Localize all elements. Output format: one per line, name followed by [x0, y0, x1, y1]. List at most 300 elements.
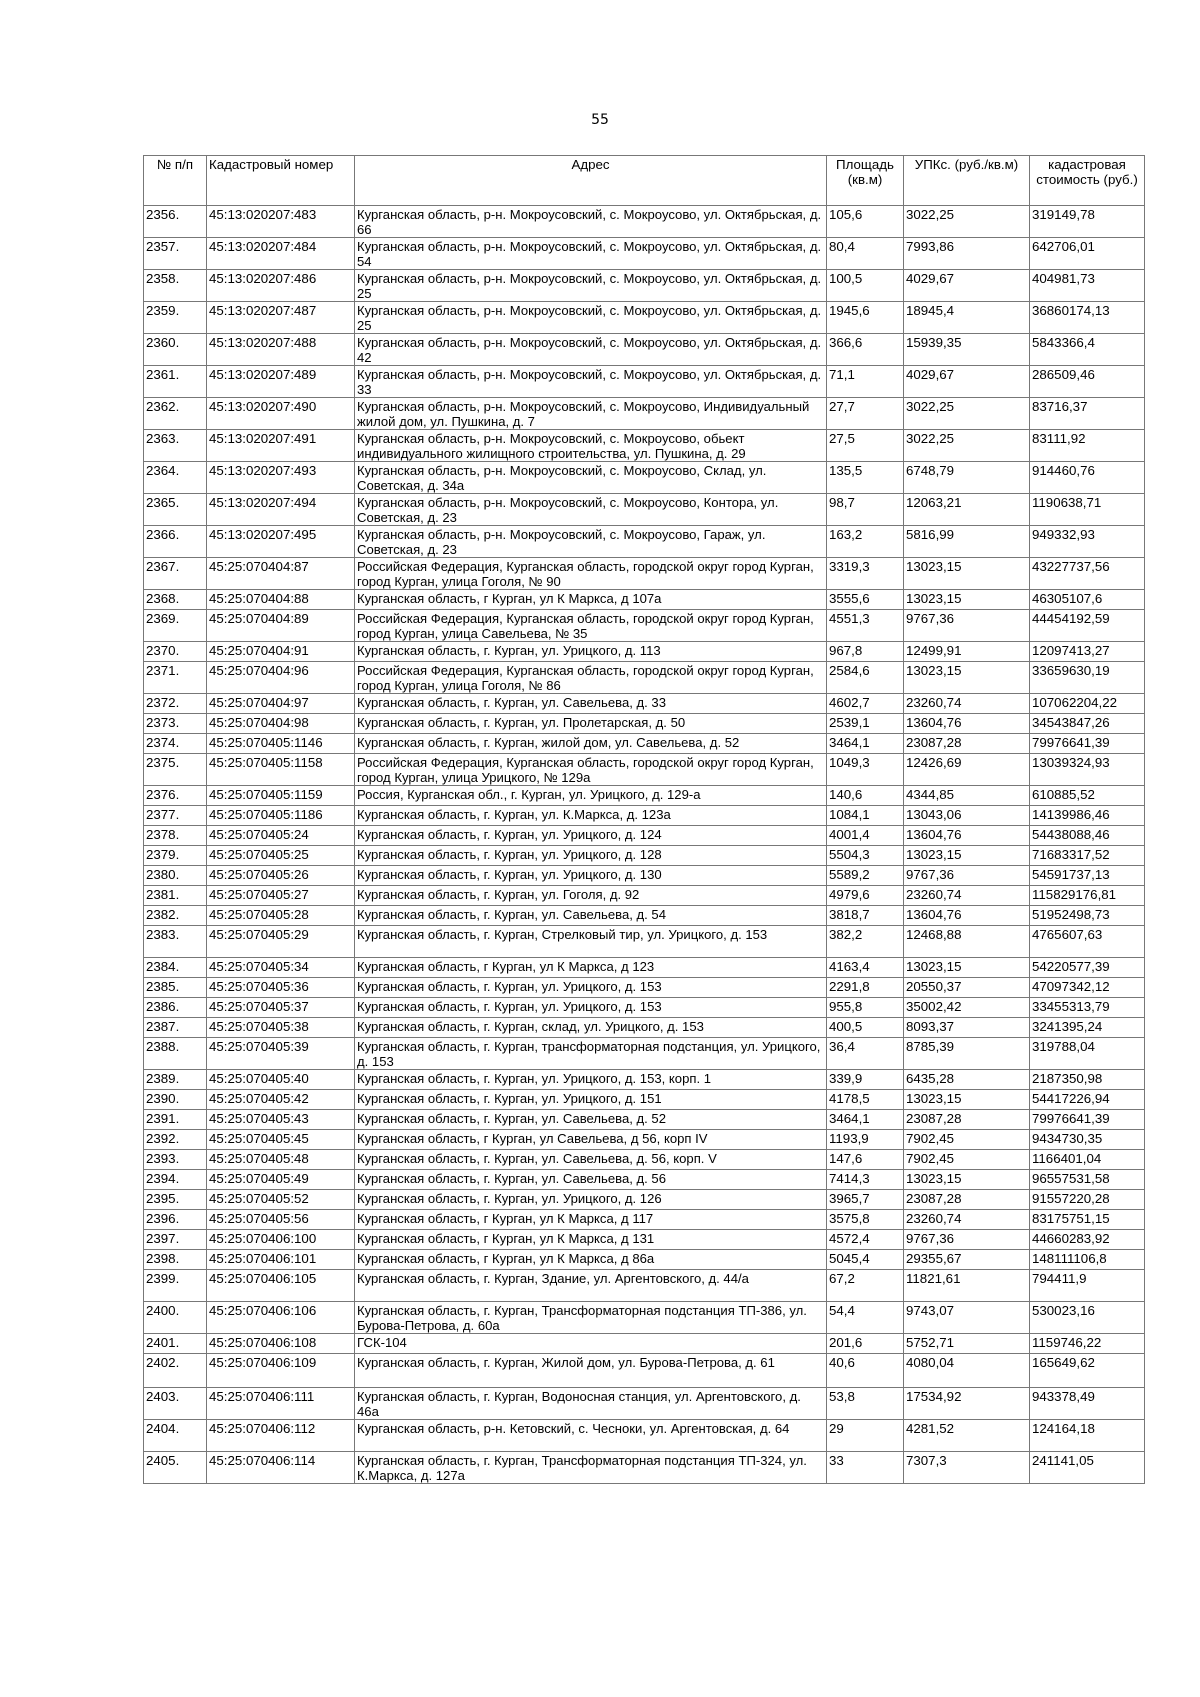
header-num: № п/п: [144, 156, 207, 206]
table-row: [144, 1210, 1145, 1230]
cell-address: Курганская область, г. Курган, ул. Савельева, д. 52: [355, 1110, 827, 1130]
cell-area: 33: [827, 1452, 904, 1484]
cell-upks: 4029,67: [904, 270, 1030, 302]
table-row: [144, 430, 1145, 462]
cell-kadastr: 45:13:020207:488: [207, 334, 355, 366]
cell-address: Курганская область, г. Курган, ул. Савельева, д. 33: [355, 694, 827, 714]
cell-num: 2399.: [144, 1270, 207, 1302]
cell-upks: 23260,74: [904, 886, 1030, 906]
cell-num: 2384.: [144, 958, 207, 978]
table-header-row: [144, 156, 1145, 206]
cell-area: 36,4: [827, 1038, 904, 1070]
cell-num: 2404.: [144, 1420, 207, 1452]
header-upks: УПКс. (руб./кв.м): [904, 156, 1030, 206]
cell-num: 2364.: [144, 462, 207, 494]
cell-area: 382,2: [827, 926, 904, 958]
cell-area: 100,5: [827, 270, 904, 302]
cell-upks: 12499,91: [904, 642, 1030, 662]
cell-cost: 13039324,93: [1030, 754, 1145, 786]
cell-address: ГСК-104: [355, 1334, 827, 1354]
header-cost: кадастровая стоимость (руб.): [1030, 156, 1145, 206]
cell-num: 2382.: [144, 906, 207, 926]
cell-kadastr: 45:13:020207:486: [207, 270, 355, 302]
cell-num: 2398.: [144, 1250, 207, 1270]
cell-kadastr: 45:25:070406:100: [207, 1230, 355, 1250]
cell-kadastr: 45:25:070405:39: [207, 1038, 355, 1070]
cell-area: 147,6: [827, 1150, 904, 1170]
cell-address: Курганская область, г. Курган, ул. Урицкого, д. 113: [355, 642, 827, 662]
cell-address: Курганская область, г. Курган, ул. Урицкого, д. 126: [355, 1190, 827, 1210]
cell-address: Курганская область, г. Курган, ул. Урицкого, д. 130: [355, 866, 827, 886]
cell-address: Курганская область, р-н. Мокроусовский, с. Мокроусово, Склад, ул. Советская, д. 34а: [355, 462, 827, 494]
cell-address: Курганская область, г. Курган, склад, ул. Урицкого, д. 153: [355, 1018, 827, 1038]
cell-upks: 18945,4: [904, 302, 1030, 334]
cell-address: Курганская область, р-н. Мокроусовский, с. Мокроусово, Индивидуальный жилой дом, ул. Пушкина, д. 7: [355, 398, 827, 430]
cell-num: 2392.: [144, 1130, 207, 1150]
table-row: [144, 886, 1145, 906]
table-row: [144, 826, 1145, 846]
cell-cost: 96557531,58: [1030, 1170, 1145, 1190]
cell-cost: 2187350,98: [1030, 1070, 1145, 1090]
cell-num: 2389.: [144, 1070, 207, 1090]
cell-kadastr: 45:25:070404:97: [207, 694, 355, 714]
cell-area: 4602,7: [827, 694, 904, 714]
cell-area: 4001,4: [827, 826, 904, 846]
cell-address: Курганская область, г Курган, ул Савельева, д 56, корп IV: [355, 1130, 827, 1150]
table-row: [144, 642, 1145, 662]
table-row: [144, 1334, 1145, 1354]
cell-upks: 23260,74: [904, 694, 1030, 714]
cell-cost: 165649,62: [1030, 1354, 1145, 1388]
cell-num: 2380.: [144, 866, 207, 886]
table-row: [144, 866, 1145, 886]
cell-area: 4178,5: [827, 1090, 904, 1110]
cell-area: 2539,1: [827, 714, 904, 734]
cell-address: Курганская область, р-н. Мокроусовский, с. Мокроусово, ул. Октябрьская, д. 25: [355, 270, 827, 302]
cell-address: Курганская область, г. Курган, трансформаторная подстанция, ул. Урицкого, д. 153: [355, 1038, 827, 1070]
cell-kadastr: 45:25:070405:36: [207, 978, 355, 998]
header-area: Площадь (кв.м): [827, 156, 904, 206]
cell-area: 53,8: [827, 1388, 904, 1420]
cell-upks: 13023,15: [904, 958, 1030, 978]
table-row: [144, 978, 1145, 998]
cell-kadastr: 45:25:070406:108: [207, 1334, 355, 1354]
cell-kadastr: 45:25:070405:26: [207, 866, 355, 886]
cell-upks: 15939,35: [904, 334, 1030, 366]
cell-num: 2379.: [144, 846, 207, 866]
cell-kadastr: 45:13:020207:495: [207, 526, 355, 558]
cell-cost: 47097342,12: [1030, 978, 1145, 998]
cell-upks: 7902,45: [904, 1130, 1030, 1150]
cell-kadastr: 45:13:020207:490: [207, 398, 355, 430]
cell-upks: 13604,76: [904, 826, 1030, 846]
cell-address: Курганская область, г. Курган, ул. Савельева, д. 56: [355, 1170, 827, 1190]
cell-upks: 5816,99: [904, 526, 1030, 558]
cell-cost: 530023,16: [1030, 1302, 1145, 1334]
cell-upks: 13043,06: [904, 806, 1030, 826]
cell-cost: 51952498,73: [1030, 906, 1145, 926]
cell-cost: 79976641,39: [1030, 734, 1145, 754]
cell-kadastr: 45:25:070405:45: [207, 1130, 355, 1150]
cell-address: Курганская область, г. Курган, Трансформаторная подстанция ТП-386, ул. Бурова-Петрова, д. 60а: [355, 1302, 827, 1334]
cell-area: 4572,4: [827, 1230, 904, 1250]
cell-upks: 13023,15: [904, 590, 1030, 610]
cell-num: 2375.: [144, 754, 207, 786]
cell-num: 2373.: [144, 714, 207, 734]
cell-address: Курганская область, г. Курган, ул. Урицкого, д. 153, корп. 1: [355, 1070, 827, 1090]
cell-area: 40,6: [827, 1354, 904, 1388]
cell-kadastr: 45:25:070405:24: [207, 826, 355, 846]
cell-upks: 23260,74: [904, 1210, 1030, 1230]
cell-address: Курганская область, г. Курган, ул. Урицкого, д. 151: [355, 1090, 827, 1110]
cell-upks: 4029,67: [904, 366, 1030, 398]
cell-area: 3464,1: [827, 734, 904, 754]
cell-cost: 404981,73: [1030, 270, 1145, 302]
cell-cost: 83716,37: [1030, 398, 1145, 430]
cell-kadastr: 45:25:070405:25: [207, 846, 355, 866]
cell-num: 2386.: [144, 998, 207, 1018]
cell-area: 201,6: [827, 1334, 904, 1354]
cell-num: 2385.: [144, 978, 207, 998]
cell-upks: 6435,28: [904, 1070, 1030, 1090]
table-row: [144, 610, 1145, 642]
cell-address: Курганская область, г Курган, ул К Маркса, д 131: [355, 1230, 827, 1250]
cell-cost: 794411,9: [1030, 1270, 1145, 1302]
cell-cost: 1190638,71: [1030, 494, 1145, 526]
cell-area: 1193,9: [827, 1130, 904, 1150]
cell-cost: 319149,78: [1030, 206, 1145, 238]
table-row: [144, 462, 1145, 494]
cell-cost: 54220577,39: [1030, 958, 1145, 978]
cell-num: 2378.: [144, 826, 207, 846]
table-row: [144, 906, 1145, 926]
cell-upks: 13023,15: [904, 662, 1030, 694]
cell-area: 163,2: [827, 526, 904, 558]
cell-upks: 13023,15: [904, 846, 1030, 866]
cell-kadastr: 45:25:070405:37: [207, 998, 355, 1018]
cell-address: Курганская область, г Курган, ул К Маркса, д 86а: [355, 1250, 827, 1270]
cell-upks: 3022,25: [904, 206, 1030, 238]
cell-area: 2584,6: [827, 662, 904, 694]
cell-cost: 54438088,46: [1030, 826, 1145, 846]
table-row: [144, 786, 1145, 806]
table-row: [144, 270, 1145, 302]
cell-num: 2369.: [144, 610, 207, 642]
table-row: [144, 1110, 1145, 1130]
table-row: [144, 1388, 1145, 1420]
cell-area: 967,8: [827, 642, 904, 662]
table-row: [144, 1150, 1145, 1170]
table-row: [144, 1018, 1145, 1038]
cell-cost: 115829176,81: [1030, 886, 1145, 906]
cell-address: Курганская область, г. Курган, ул. Пролетарская, д. 50: [355, 714, 827, 734]
cell-cost: 610885,52: [1030, 786, 1145, 806]
cell-kadastr: 45:13:020207:483: [207, 206, 355, 238]
table-body: [144, 206, 1145, 1484]
cell-area: 80,4: [827, 238, 904, 270]
cell-cost: 943378,49: [1030, 1388, 1145, 1420]
cell-area: 3818,7: [827, 906, 904, 926]
cell-num: 2362.: [144, 398, 207, 430]
cell-upks: 8093,37: [904, 1018, 1030, 1038]
cell-kadastr: 45:25:070405:27: [207, 886, 355, 906]
cell-cost: 241141,05: [1030, 1452, 1145, 1484]
table-row: [144, 1420, 1145, 1452]
cell-address: Курганская область, г Курган, ул К Маркса, д 123: [355, 958, 827, 978]
cell-upks: 7307,3: [904, 1452, 1030, 1484]
cell-num: 2361.: [144, 366, 207, 398]
cell-upks: 5752,71: [904, 1334, 1030, 1354]
cell-upks: 6748,79: [904, 462, 1030, 494]
cell-kadastr: 45:25:070405:28: [207, 906, 355, 926]
cell-area: 71,1: [827, 366, 904, 398]
cell-cost: 14139986,46: [1030, 806, 1145, 826]
cell-num: 2390.: [144, 1090, 207, 1110]
table-row: [144, 958, 1145, 978]
cell-upks: 20550,37: [904, 978, 1030, 998]
cell-num: 2400.: [144, 1302, 207, 1334]
cell-num: 2401.: [144, 1334, 207, 1354]
cell-kadastr: 45:25:070406:106: [207, 1302, 355, 1334]
cell-num: 2372.: [144, 694, 207, 714]
cell-upks: 9767,36: [904, 610, 1030, 642]
table-row: [144, 366, 1145, 398]
cell-address: Курганская область, г Курган, ул К Маркса, д 117: [355, 1210, 827, 1230]
cell-kadastr: 45:25:070405:29: [207, 926, 355, 958]
cell-address: Курганская область, г. Курган, Водоносная станция, ул. Аргентовского, д. 46а: [355, 1388, 827, 1420]
cell-area: 29: [827, 1420, 904, 1452]
cell-upks: 13604,76: [904, 714, 1030, 734]
cell-kadastr: 45:25:070404:89: [207, 610, 355, 642]
cell-area: 1945,6: [827, 302, 904, 334]
cell-upks: 8785,39: [904, 1038, 1030, 1070]
cell-kadastr: 45:25:070404:98: [207, 714, 355, 734]
cell-area: 400,5: [827, 1018, 904, 1038]
cell-cost: 44660283,92: [1030, 1230, 1145, 1250]
cell-upks: 9767,36: [904, 1230, 1030, 1250]
table-row: [144, 1230, 1145, 1250]
cell-kadastr: 45:25:070406:114: [207, 1452, 355, 1484]
cell-area: 1049,3: [827, 754, 904, 786]
cell-upks: 4281,52: [904, 1420, 1030, 1452]
cell-area: 4163,4: [827, 958, 904, 978]
cell-kadastr: 45:25:070405:52: [207, 1190, 355, 1210]
cell-area: 5045,4: [827, 1250, 904, 1270]
cell-num: 2366.: [144, 526, 207, 558]
table-row: [144, 1038, 1145, 1070]
table-row: [144, 1302, 1145, 1334]
cell-num: 2383.: [144, 926, 207, 958]
cell-num: 2402.: [144, 1354, 207, 1388]
cell-address: Курганская область, г. Курган, Жилой дом, ул. Бурова-Петрова, д. 61: [355, 1354, 827, 1388]
cell-num: 2394.: [144, 1170, 207, 1190]
cell-num: 2376.: [144, 786, 207, 806]
table-row: [144, 806, 1145, 826]
cell-upks: 4344,85: [904, 786, 1030, 806]
cell-kadastr: 45:25:070405:1146: [207, 734, 355, 754]
cell-area: 366,6: [827, 334, 904, 366]
cell-address: Курганская область, г. Курган, Здание, ул. Аргентовского, д. 44/а: [355, 1270, 827, 1302]
table-row: [144, 334, 1145, 366]
table-row: [144, 1130, 1145, 1150]
cell-address: Россия, Курганская обл., г. Курган, ул. Урицкого, д. 129-а: [355, 786, 827, 806]
cell-upks: 12426,69: [904, 754, 1030, 786]
cell-upks: 9743,07: [904, 1302, 1030, 1334]
cell-area: 5504,3: [827, 846, 904, 866]
header-address: Адрес: [355, 156, 827, 206]
cell-num: 2360.: [144, 334, 207, 366]
cell-cost: 33659630,19: [1030, 662, 1145, 694]
cell-upks: 7902,45: [904, 1150, 1030, 1170]
cell-area: 27,7: [827, 398, 904, 430]
cell-kadastr: 45:25:070405:1158: [207, 754, 355, 786]
cell-num: 2357.: [144, 238, 207, 270]
cell-address: Курганская область, р-н. Кетовский, с. Чесноки, ул. Аргентовская, д. 64: [355, 1420, 827, 1452]
cell-address: Курганская область, г. Курган, Стрелковый тир, ул. Урицкого, д. 153: [355, 926, 827, 958]
cell-address: Курганская область, р-н. Мокроусовский, с. Мокроусово, обьект индивидуального жилищного строительства, ул. Пушкина, д. 29: [355, 430, 827, 462]
cell-address: Курганская область, г. Курган, ул. К.Маркса, д. 123а: [355, 806, 827, 826]
table-row: [144, 1354, 1145, 1388]
cell-num: 2359.: [144, 302, 207, 334]
cell-address: Курганская область, г. Курган, ул. Гоголя, д. 92: [355, 886, 827, 906]
cell-cost: 914460,76: [1030, 462, 1145, 494]
cell-kadastr: 45:13:020207:494: [207, 494, 355, 526]
cell-kadastr: 45:13:020207:487: [207, 302, 355, 334]
cell-kadastr: 45:13:020207:484: [207, 238, 355, 270]
cell-cost: 319788,04: [1030, 1038, 1145, 1070]
cell-area: 27,5: [827, 430, 904, 462]
cell-upks: 23087,28: [904, 1110, 1030, 1130]
cell-kadastr: 45:25:070405:48: [207, 1150, 355, 1170]
cell-cost: 9434730,35: [1030, 1130, 1145, 1150]
table-row: [144, 238, 1145, 270]
cell-address: Курганская область, р-н. Мокроусовский, с. Мокроусово, ул. Октябрьская, д. 33: [355, 366, 827, 398]
cell-area: 105,6: [827, 206, 904, 238]
cell-cost: 148111106,8: [1030, 1250, 1145, 1270]
cell-address: Курганская область, г. Курган, ул. Савельева, д. 56, корп. V: [355, 1150, 827, 1170]
table-row: [144, 206, 1145, 238]
cell-upks: 23087,28: [904, 1190, 1030, 1210]
cell-area: 955,8: [827, 998, 904, 1018]
cell-cost: 54417226,94: [1030, 1090, 1145, 1110]
cell-area: 98,7: [827, 494, 904, 526]
cell-upks: 13023,15: [904, 1170, 1030, 1190]
cell-upks: 7993,86: [904, 238, 1030, 270]
cell-address: Курганская область, г. Курган, ул. Урицкого, д. 124: [355, 826, 827, 846]
cell-upks: 29355,67: [904, 1250, 1030, 1270]
table-row: [144, 662, 1145, 694]
cell-kadastr: 45:25:070406:109: [207, 1354, 355, 1388]
cell-kadastr: 45:25:070404:87: [207, 558, 355, 590]
cell-num: 2397.: [144, 1230, 207, 1250]
cell-address: Курганская область, г. Курган, ул. Урицкого, д. 128: [355, 846, 827, 866]
cell-upks: 4080,04: [904, 1354, 1030, 1388]
cadastral-value-table: [143, 155, 1145, 1484]
cell-cost: 54591737,13: [1030, 866, 1145, 886]
table-row: [144, 590, 1145, 610]
cell-upks: 11821,61: [904, 1270, 1030, 1302]
cell-cost: 91557220,28: [1030, 1190, 1145, 1210]
table-row: [144, 694, 1145, 714]
cell-cost: 1166401,04: [1030, 1150, 1145, 1170]
cell-upks: 13023,15: [904, 558, 1030, 590]
cell-cost: 36860174,13: [1030, 302, 1145, 334]
cell-upks: 17534,92: [904, 1388, 1030, 1420]
cell-kadastr: 45:25:070406:101: [207, 1250, 355, 1270]
cell-cost: 33455313,79: [1030, 998, 1145, 1018]
cell-kadastr: 45:13:020207:491: [207, 430, 355, 462]
cell-cost: 5843366,4: [1030, 334, 1145, 366]
cell-address: Курганская область, г. Курган, ул. Урицкого, д. 153: [355, 998, 827, 1018]
cell-kadastr: 45:25:070405:56: [207, 1210, 355, 1230]
cell-cost: 124164,18: [1030, 1420, 1145, 1452]
cell-num: 2395.: [144, 1190, 207, 1210]
table-row: [144, 494, 1145, 526]
cell-num: 2391.: [144, 1110, 207, 1130]
table-row: [144, 1250, 1145, 1270]
cell-area: 339,9: [827, 1070, 904, 1090]
cell-upks: 23087,28: [904, 734, 1030, 754]
cell-cost: 949332,93: [1030, 526, 1145, 558]
cell-kadastr: 45:25:070405:49: [207, 1170, 355, 1190]
cell-area: 3965,7: [827, 1190, 904, 1210]
cell-area: 3575,8: [827, 1210, 904, 1230]
cell-area: 135,5: [827, 462, 904, 494]
cell-area: 5589,2: [827, 866, 904, 886]
cell-address: Курганская область, г. Курган, Трансформаторная подстанция ТП-324, ул. К.Маркса, д. 127а: [355, 1452, 827, 1484]
table-row: [144, 1270, 1145, 1302]
cell-upks: 3022,25: [904, 398, 1030, 430]
cell-address: Курганская область, р-н. Мокроусовский, с. Мокроусово, ул. Октябрьская, д. 42: [355, 334, 827, 366]
cell-area: 140,6: [827, 786, 904, 806]
cell-num: 2388.: [144, 1038, 207, 1070]
table-row: [144, 754, 1145, 786]
cell-cost: 83111,92: [1030, 430, 1145, 462]
cell-num: 2374.: [144, 734, 207, 754]
cell-kadastr: 45:25:070405:1159: [207, 786, 355, 806]
cell-cost: 12097413,27: [1030, 642, 1145, 662]
cell-address: Курганская область, р-н. Мокроусовский, с. Мокроусово, ул. Октябрьская, д. 54: [355, 238, 827, 270]
cell-num: 2367.: [144, 558, 207, 590]
cell-cost: 3241395,24: [1030, 1018, 1145, 1038]
cell-kadastr: 45:13:020207:489: [207, 366, 355, 398]
cell-num: 2377.: [144, 806, 207, 826]
table-row: [144, 398, 1145, 430]
cell-upks: 9767,36: [904, 866, 1030, 886]
table-row: [144, 846, 1145, 866]
cell-area: 3464,1: [827, 1110, 904, 1130]
cell-kadastr: 45:25:070404:96: [207, 662, 355, 694]
cell-kadastr: 45:25:070405:34: [207, 958, 355, 978]
cell-address: Курганская область, г. Курган, жилой дом, ул. Савельева, д. 52: [355, 734, 827, 754]
cell-cost: 79976641,39: [1030, 1110, 1145, 1130]
cell-num: 2368.: [144, 590, 207, 610]
cell-area: 2291,8: [827, 978, 904, 998]
cell-upks: 12468,88: [904, 926, 1030, 958]
table-row: [144, 526, 1145, 558]
cell-upks: 3022,25: [904, 430, 1030, 462]
cell-upks: 12063,21: [904, 494, 1030, 526]
table-row: [144, 302, 1145, 334]
table-row: [144, 1090, 1145, 1110]
cell-kadastr: 45:25:070406:105: [207, 1270, 355, 1302]
cell-area: 3555,6: [827, 590, 904, 610]
cell-area: 7414,3: [827, 1170, 904, 1190]
cell-num: 2405.: [144, 1452, 207, 1484]
cell-kadastr: 45:25:070404:88: [207, 590, 355, 610]
cell-address: Курганская область, г. Курган, ул. Урицкого, д. 153: [355, 978, 827, 998]
cell-cost: 642706,01: [1030, 238, 1145, 270]
